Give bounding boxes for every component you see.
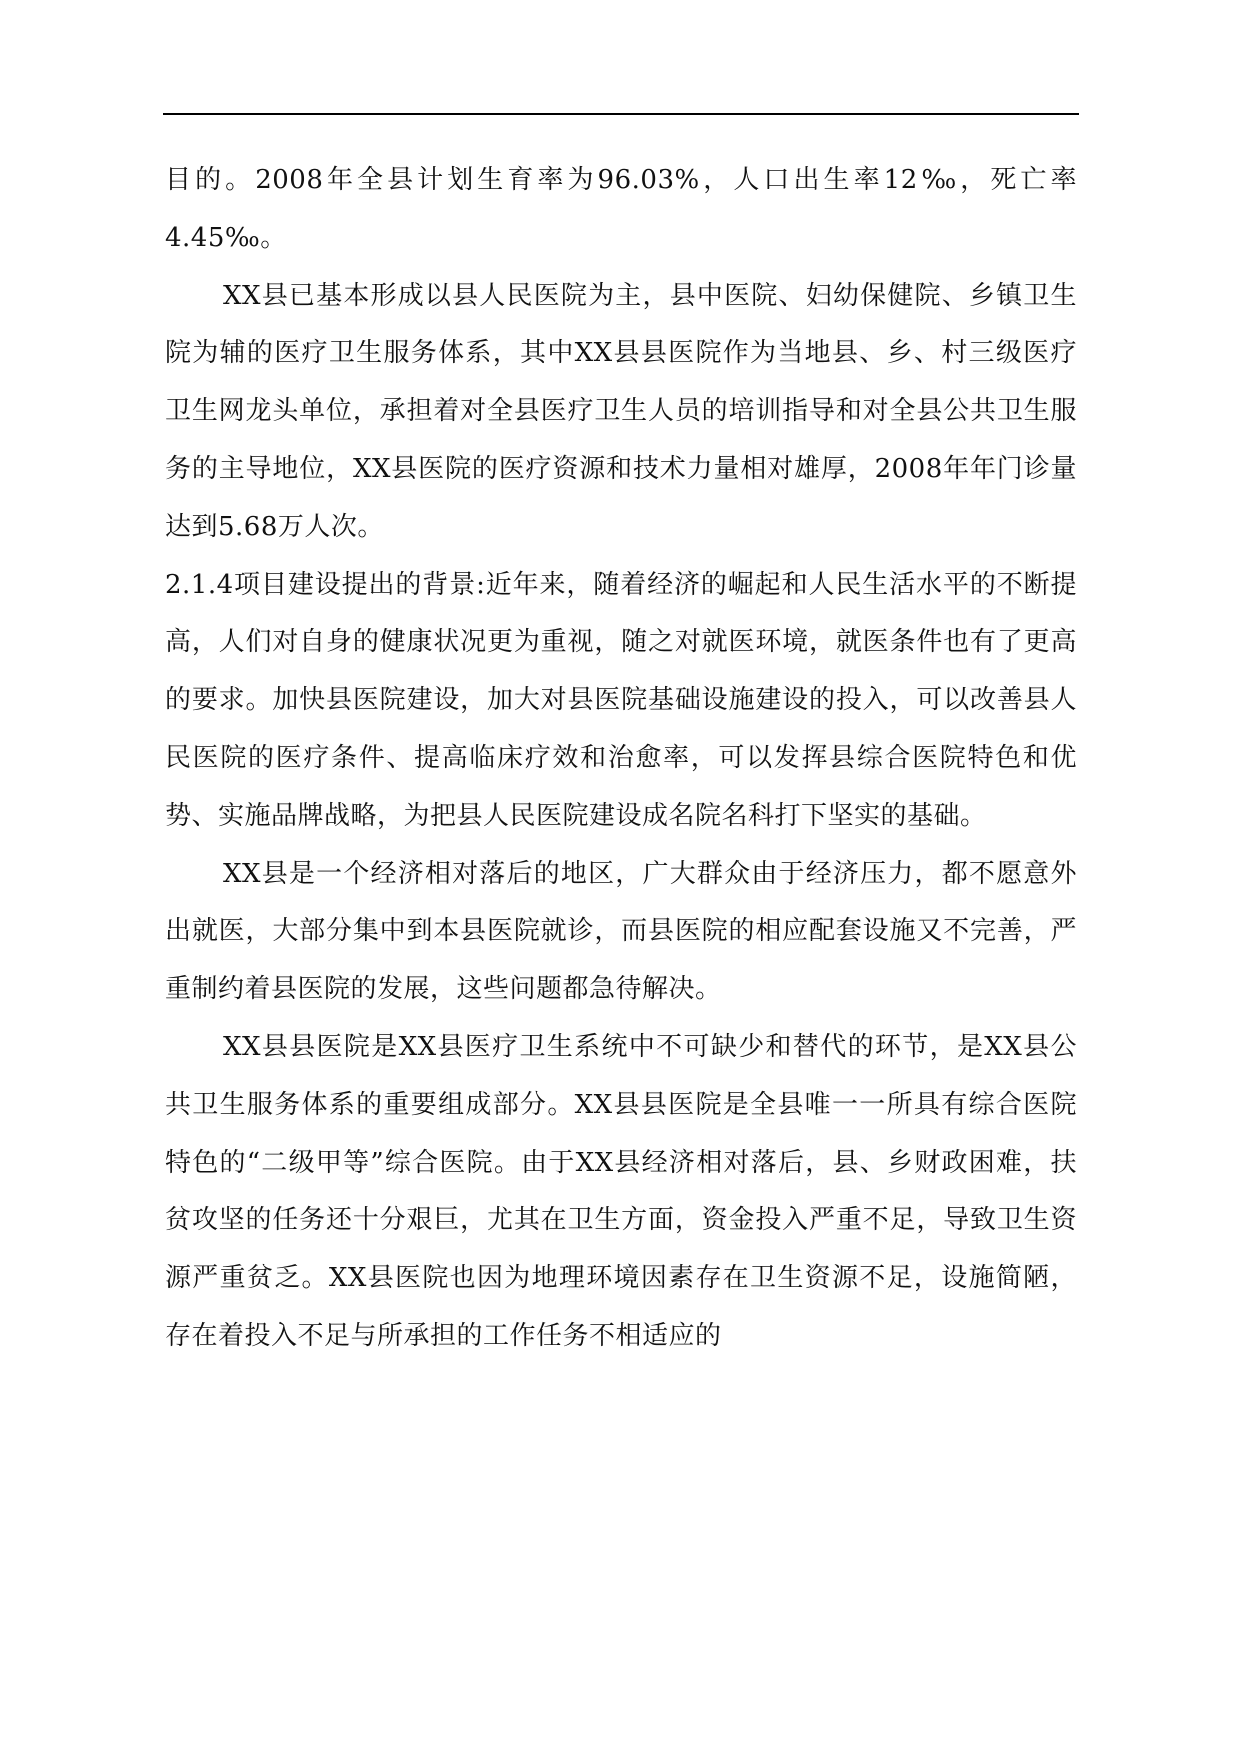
paragraph-medical-system: XX县已基本形成以县人民医院为主，县中医院、妇幼保健院、乡镇卫生院为辅的医疗卫生服务体系，其中XX县县医院作为当地县、乡、村三级医疗卫生网龙头单位，承担着对全县医疗卫生人员的培训指导和对全县公共卫生服务的主导地位，XX县医院的医疗资源和技术力量相对雄厚，2008年年门诊量达到5.68万人次。 [165, 280, 1077, 542]
header-rule [163, 113, 1079, 115]
paragraph-continuation: 目的。2008年全县计划生育率为96.03%，人口出生率12‰，死亡率4.45‰。 [165, 165, 1077, 253]
paragraph-hospital-role: XX县县医院是XX县医疗卫生系统中不可缺少和替代的环节，是XX县公共卫生服务体系的重要组成部分。XX县县医院是全县唯一一所具有综合医院特色的“二级甲等”综合医院。由于XX县经济相对落后，县、乡财政困难，扶贫攻坚的任务还十分艰巨，尤其在卫生方面，资金投入严重不足，导致卫生资源严重贫乏。XX县医院也因为地理环境因素存在卫生资源不足，设施简陋，存在着投入不足与所承担的工作任务不相适应的 [165, 1031, 1077, 1351]
paragraph-economic-situation: XX县是一个经济相对落后的地区，广大群众由于经济压力，都不愿意外出就医，大部分集中到本县医院就诊，而县医院的相应配套设施又不完善，严重制约着县医院的发展，这些问题都急待解决。 [165, 858, 1077, 1005]
body-text [165, 152, 1077, 1366]
paragraph-project-background: 2.1.4项目建设提出的背景:近年来，随着经济的崛起和人民生活水平的不断提高，人们对自身的健康状况更为重视，随之对就医环境，就医条件也有了更高的要求。加快县医院建设，加大对县医院基础设施建设的投入，可以改善县人民医院的医疗条件、提高临床疗效和治愈率，可以发挥县综合医院特色和优势、实施品牌战略，为把县人民医院建设成名院名科打下坚实的基础。 [165, 569, 1077, 831]
